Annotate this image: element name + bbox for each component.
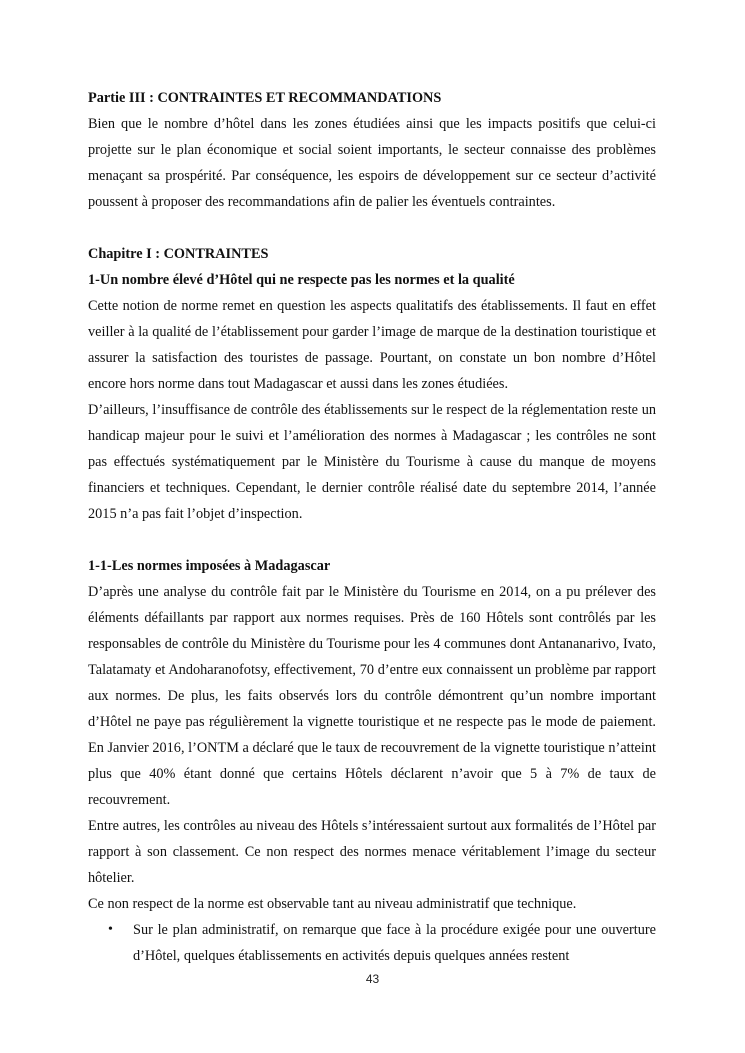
section-1-1-paragraph-1: D’après une analyse du contrôle fait par le Ministère du Tourisme en 2014, on a pu prélever des éléments défaillants par rapport aux normes requises. Près de 160 Hôtels sont contrôlés par les responsables de contrôle du Ministère du Tourisme pour les 4 communes dont Antananarivo, Ivato, Talatamaty et Andoharanofotsy, effectivement, 70 d’entre eux connaissent un problème par rapport aux normes. De plus, les faits observés lors du contrôle démontrent qu’un nombre important d’Hôtel ne paye pas régulièrement la vignette touristique et ne respecte pas le mode de paiement. En Janvier 2016, l’ONTM a déclaré que le taux de recouvrement de la vignette touristique n’atteint plus que 40% étant donné que certains Hôtels déclarent n’avoir que 5 à 7% de taux de recouvrement. — [88, 584, 656, 808]
section-1-1-paragraph-3: Ce non respect de la norme est observable tant au niveau administratif que technique. — [88, 896, 577, 912]
part-title: Partie III : CONTRAINTES ET RECOMMANDATIONS — [88, 90, 442, 106]
bullet-list — [88, 917, 656, 969]
section-1-paragraph-1: Cette notion de norme remet en question les aspects qualitatifs des établissements. Il faut en effet veiller à la qualité de l’établissement pour garder l’image de marque de la destination touristique et assurer la satisfaction des touristes de passage. Pourtant, on constate un bon nombre d’Hôtel encore hors norme dans tout Madagascar et aussi dans les zones étudiées. — [88, 298, 656, 392]
section-1-1-paragraph-2: Entre autres, les contrôles au niveau des Hôtels s’intéressaient surtout aux formalités de l’Hôtel par rapport à son classement. Ce non respect des normes menace véritablement l’image du secteur hôtelier. — [88, 818, 656, 886]
page-content — [88, 85, 656, 969]
page-number: 43 — [365, 972, 380, 986]
intro-paragraph: Bien que le nombre d’hôtel dans les zones étudiées ainsi que les impacts positifs que celui-ci projette sur le plan économique et social soient importants, le secteur connaisse des problèmes menaçant sa prospérité. Par conséquence, les espoirs de développement sur ce secteur d’activité poussent à proposer des recommandations afin de palier les éventuels contraintes. — [88, 116, 656, 210]
chapter-title: Chapitre I : CONTRAINTES — [88, 246, 269, 262]
section-1-paragraph-2: D’ailleurs, l’insuffisance de contrôle des établissements sur le respect de la réglementation reste un handicap majeur pour le suivi et l’amélioration des normes à Madagascar ; les contrôles ne sont pas effectués systématiquement par le Ministère du Tourisme à cause du manque de moyens financiers et techniques. Cependant, le dernier contrôle réalisé date du septembre 2014, l’année 2015 n’a pas fait l’objet d’inspection. — [88, 402, 656, 522]
list-item — [88, 917, 656, 969]
spacer — [88, 527, 656, 553]
section-1-1-title: 1-1-Les normes imposées à Madagascar — [88, 558, 331, 574]
spacer — [88, 215, 656, 241]
bullet-icon: • — [108, 922, 113, 937]
list-item-text: Sur le plan administratif, on remarque que face à la procédure exigée pour une ouverture d’Hôtel, quelques établissements en activités depuis quelques années restent — [133, 922, 656, 964]
section-1-title: 1-Un nombre élevé d’Hôtel qui ne respecte pas les normes et la qualité — [88, 272, 515, 288]
